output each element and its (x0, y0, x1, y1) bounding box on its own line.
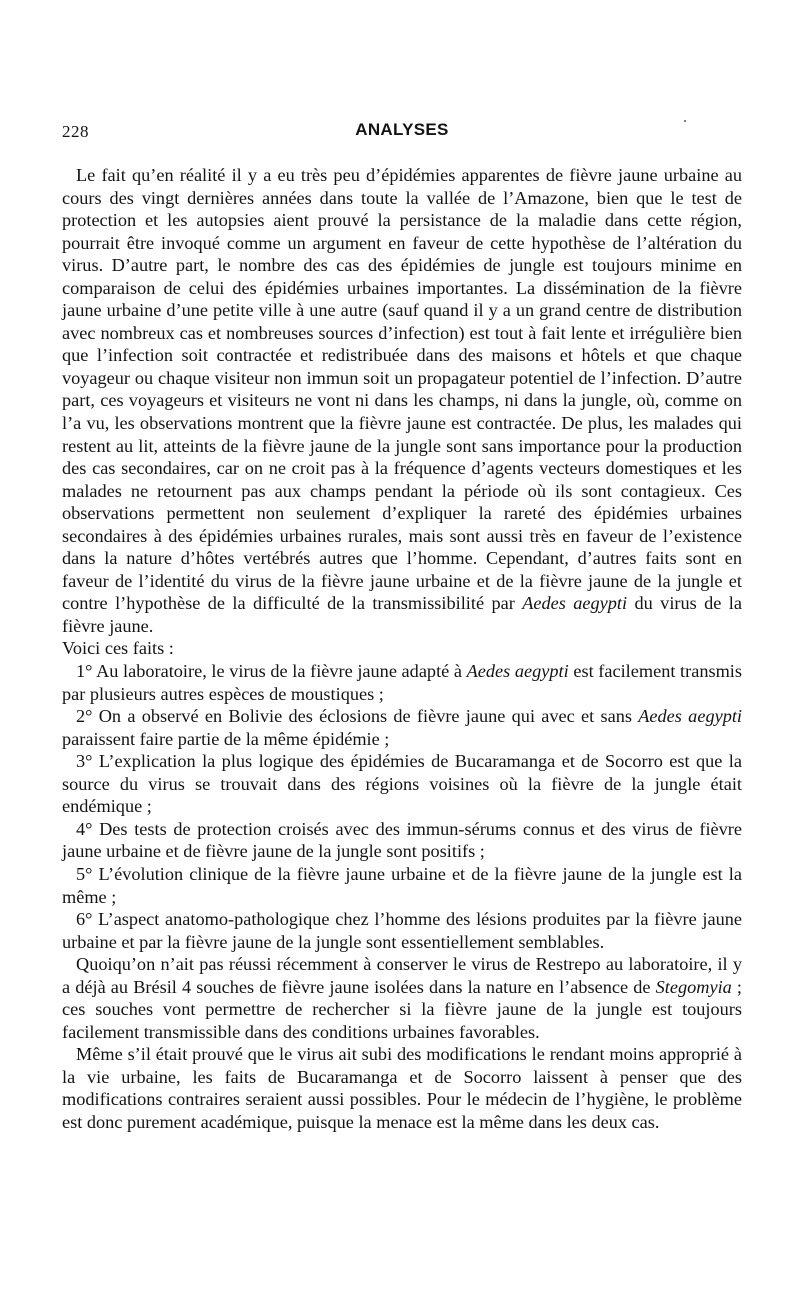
body-text (62, 164, 742, 1134)
fact-item-3 (62, 750, 742, 818)
page (62, 118, 742, 1134)
paragraph-hypothesis (62, 164, 742, 637)
fact-item-1 (62, 660, 742, 705)
page-header (62, 118, 742, 148)
paragraph-text: 6° L’aspect anatomo-pathologique chez l’homme des lésions produites par la fièvre jaune urbaine et par la fièvre jaune de la jungle sont essentiellement semblables. (62, 909, 742, 952)
fact-item-2 (62, 705, 742, 750)
fact-item-4 (62, 818, 742, 863)
paragraph-text: Le fait qu’en réalité il y a eu très peu d’épidémies apparentes de fièvre jaune urbaine au cours des vingt dernières années dans toute la vallée de l’Amazone, bien que le test de protection et les autopsies aient prouvé la persistance de la maladie dans cette région, pourrait être invoqué comme un argument en faveur de cette hypothèse de l’altération du virus. D’autre part, le nombre des cas des épidémies de jungle est toujours minime en comparaison de celui des épidémies urbaines importantes. La dissémination de la fièvre jaune urbaine d’une petite ville à une autre (sauf quand il y a un grand centre de distribution avec nombreux cas et nombreuses sources d’infection) est tout à fait lente et irrégulière bien que l’infection soit contractée et redistribuée dans des maisons et hôtels et que chaque voyageur ou chaque visiteur non immun soit un propagateur potentiel de l’infection. D’autre part, ces voyageurs et visiteurs ne vont ni dans les champs, ni dans la jungle, où, comme on l’a vu, les observations montrent que la fièvre jaune est contractée. De plus, les malades qui restent au lit, atteints de la fièvre jaune de la jungle sont sans importance pour la production des cas secondaires, car on ne croit pas à la fréquence d’agents vecteurs domestiques et les malades ne retournent pas aux champs pendant la période où ils sont contagieux. Ces observations permettent non seulement d’expliquer la rareté des épidémies urbaines secondaires à des épidémies urbaines rurales, mais sont aussi très en faveur de l’existence dans la nature d’hôtes vertébrés autres que l’homme. Cependant, d’autres faits sont en faveur de l’identité du virus de la fièvre jaune urbaine et de la fièvre jaune de la jungle et contre l’hypothèse de la difficulté de la transmissibilité par (62, 165, 742, 614)
species-name: Aedes aegypti (638, 706, 742, 727)
paragraph-text: Même s’il était prouvé que le virus ait subi des modifications le rendant moins approprié à la vie urbaine, les faits de Bucaramanga et de Socorro laissent à penser que des modifications contraires seraient aussi possibles. Pour le médecin de l’hygiène, le problème est donc purement académique, puisque la menace est la même dans les deux cas. (62, 1044, 742, 1132)
paragraph-text: du virus de la fièvre jaune. (62, 593, 742, 636)
paragraph-facts-intro (62, 637, 742, 660)
paragraph-text: 2° On a observé en Bolivie des éclosions de fièvre jaune qui avec et sans (76, 706, 639, 727)
print-speck (684, 120, 686, 122)
paragraph-restrepo (62, 953, 742, 1043)
paragraph-text: ; ces souches vont permettre de rechercher si la fièvre jaune de la jungle est toujours facilement transmissible dans des conditions urbaines favorables. (62, 976, 743, 1042)
paragraph-text: Quoiqu’on n’ait pas réussi récemment à conserver le virus de Restrepo au laboratoire, il y a déjà au Brésil 4 souches de fièvre jaune isolées dans la nature en l’absence de (62, 954, 742, 997)
species-name: Aedes aegypti (522, 593, 628, 614)
paragraph-text: 3° L’explication la plus logique des épidémies de Bucaramanga et de Socorro est que la source du virus se trouvait dans des régions voisines où la fièvre de la jungle était endémique ; (62, 751, 742, 817)
paragraph-text: est facilement transmis par plusieurs autres espèces de moustiques ; (62, 661, 742, 704)
species-name: Stegomyia (655, 976, 732, 997)
paragraph-conclusion (62, 1043, 742, 1133)
species-name: Aedes aegypti (466, 661, 569, 682)
paragraph-text: 5° L’évolution clinique de la fièvre jaune urbaine et de la fièvre jaune de la jungle est la même ; (62, 863, 742, 907)
fact-item-5 (62, 863, 742, 908)
fact-item-6 (62, 908, 742, 953)
page-number: 228 (62, 122, 89, 141)
paragraph-text: 4° Des tests de protection croisés avec des immun-sérums connus et des virus de fièvre jaune urbaine et de fièvre jaune de la jungle sont positifs ; (62, 818, 742, 862)
running-title: ANALYSES (355, 120, 449, 139)
paragraph-text: 1° Au laboratoire, le virus de la fièvre jaune adapté à (76, 661, 467, 682)
paragraph-text: Voici ces faits : (62, 638, 174, 659)
paragraph-text: paraissent faire partie de la même épidémie ; (62, 728, 390, 749)
